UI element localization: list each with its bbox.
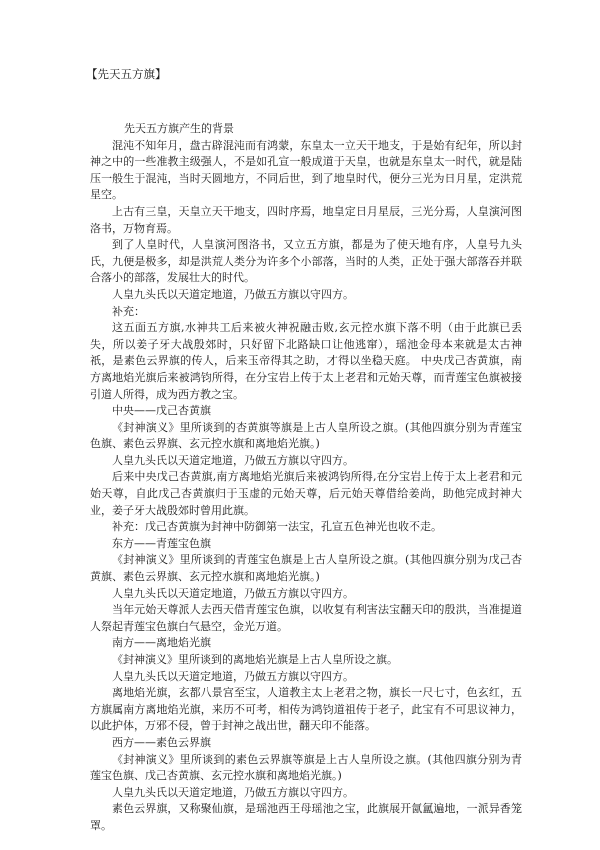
paragraph: 当年元始天尊派人去西天借青莲宝色旗，以收复有利害法宝翻天印的殷洪，当准提道人祭起青莲宝色旗白气悬空，金光万道。: [90, 603, 522, 633]
document-body: [90, 121, 522, 835]
paragraph: 《封神演义》里所谈到的杏黄旗等旗是上古人皇所设之旗。(其他四旗分别为青莲宝色旗、素色云界旗、玄元控水旗和离地焰光旗。): [90, 420, 522, 451]
paragraph: 补充：: [112, 304, 145, 318]
paragraph: 素色云界旗，又称聚仙旗，是瑶池西王母瑶池之宝，此旗展开氤氲遍地，一派异香笼罩。: [90, 802, 522, 832]
paragraph: 人皇九头氏以天道定地道，乃做五方旗以守四方。: [112, 586, 354, 600]
paragraph: 东方——青莲宝色旗: [112, 536, 211, 550]
paragraph: 人皇九头氏以天道定地道，乃做五方旗以守四方。: [112, 669, 354, 683]
paragraph: 上古有三皇，天皇立天干地支，四时序焉，地皇定日月星辰，三光分焉，人皇演河图洛书，万物育焉。: [90, 204, 522, 235]
paragraph: 人皇九头氏以天道定地道，乃做五方旗以守四方。: [112, 453, 354, 467]
paragraph: 《封神演义》里所谈到的青莲宝色旗是上古人皇所设之旗。(其他四旗分别为戊己杏黄旗、素色云界旗、玄元控水旗和离地焰光旗。): [90, 553, 522, 584]
paragraph: 离地焰光旗，玄都八景宫至宝，人道教主太上老君之物，旗长一尺七寸，色玄红，五方旗属南方离地焰光旗，来历不可考，相传为鸿钧道祖传于老子，此宝有不可思议神力，以此护体，万邪不侵，曾于封神之战出世，翻天印不能落。: [90, 686, 522, 733]
paragraph: 人皇九头氏以天道定地道，乃做五方旗以守四方。: [112, 287, 354, 301]
paragraph: 这五面五方旗,水神共工后来被火神祝融击败,玄元控水旗下落不明（由于此旗已丢失，所以姜子牙大战殷郊时，只好留下北路缺口让他逃窜），瑶池金母本来就是太古神祇，是素色云界旗的传人，后来玉帝得其之助，才得以坐稳天庭。 中央戊己杏黄旗，南方离地焰光旗后来被鸿钧所得，在分宝岩上传于太上老君和元始天尊，而青莲宝色旗被接引道人所得，成为西方教之宝。: [90, 321, 522, 401]
paragraph: 混沌不知年月，盘古辟混沌而有鸿蒙，东皇太一立天干地支，于是始有纪年，所以封神之中的一些准教主级强人，不是如孔宣一般成道于天皇，也就是东皇太一时代，就是陆压一般生于混沌，当时天圆地方，不同后世，到了地皇时代，便分三光为日月星，定洪荒星空。: [90, 138, 522, 202]
paragraph: 人皇九头氏以天道定地道，乃做五方旗以守四方。: [112, 785, 354, 799]
paragraph: 补充：戊己杏黄旗为封神中防御第一法宝，孔宣五色神光也收不走。: [112, 520, 442, 534]
document-title: 【先天五方旗】: [86, 67, 167, 81]
paragraph: 西方——素色云界旗: [112, 735, 211, 749]
paragraph: 到了人皇时代，人皇演河图洛书，又立五方旗，都是为了使天地有序，人皇号九头氏，九便是极多，却是洪荒人类分为许多个小部落，当时的人类，正处于强大部落吞并联合落小的部落，发展壮大的时代。: [90, 238, 522, 285]
section-heading: 先天五方旗产生的背景: [124, 122, 234, 135]
paragraph: 南方——离地焰光旗: [112, 636, 211, 650]
paragraph: 《封神演义》里所谈到的素色云界旗等旗是上古人皇所设之旗。(其他四旗分别为青莲宝色旗、戊己杏黄旗、玄元控水旗和离地焰光旗。): [90, 752, 522, 783]
paragraph: 中央——戊己杏黄旗: [112, 404, 211, 418]
paragraph: 后来中央戊己杏黄旗,南方离地焰光旗后来被鸿钧所得,在分宝岩上传于太上老君和元始天尊，自此戊己杏黄旗归于玉虚的元始天尊，后元始天尊借给姜尚，助他完成封神大业，姜子牙大战殷郊时曾用此旗。: [90, 470, 522, 517]
paragraph: 《封神演义》里所谈到的离地焰光旗是上古人皇所设之旗。: [112, 653, 398, 666]
